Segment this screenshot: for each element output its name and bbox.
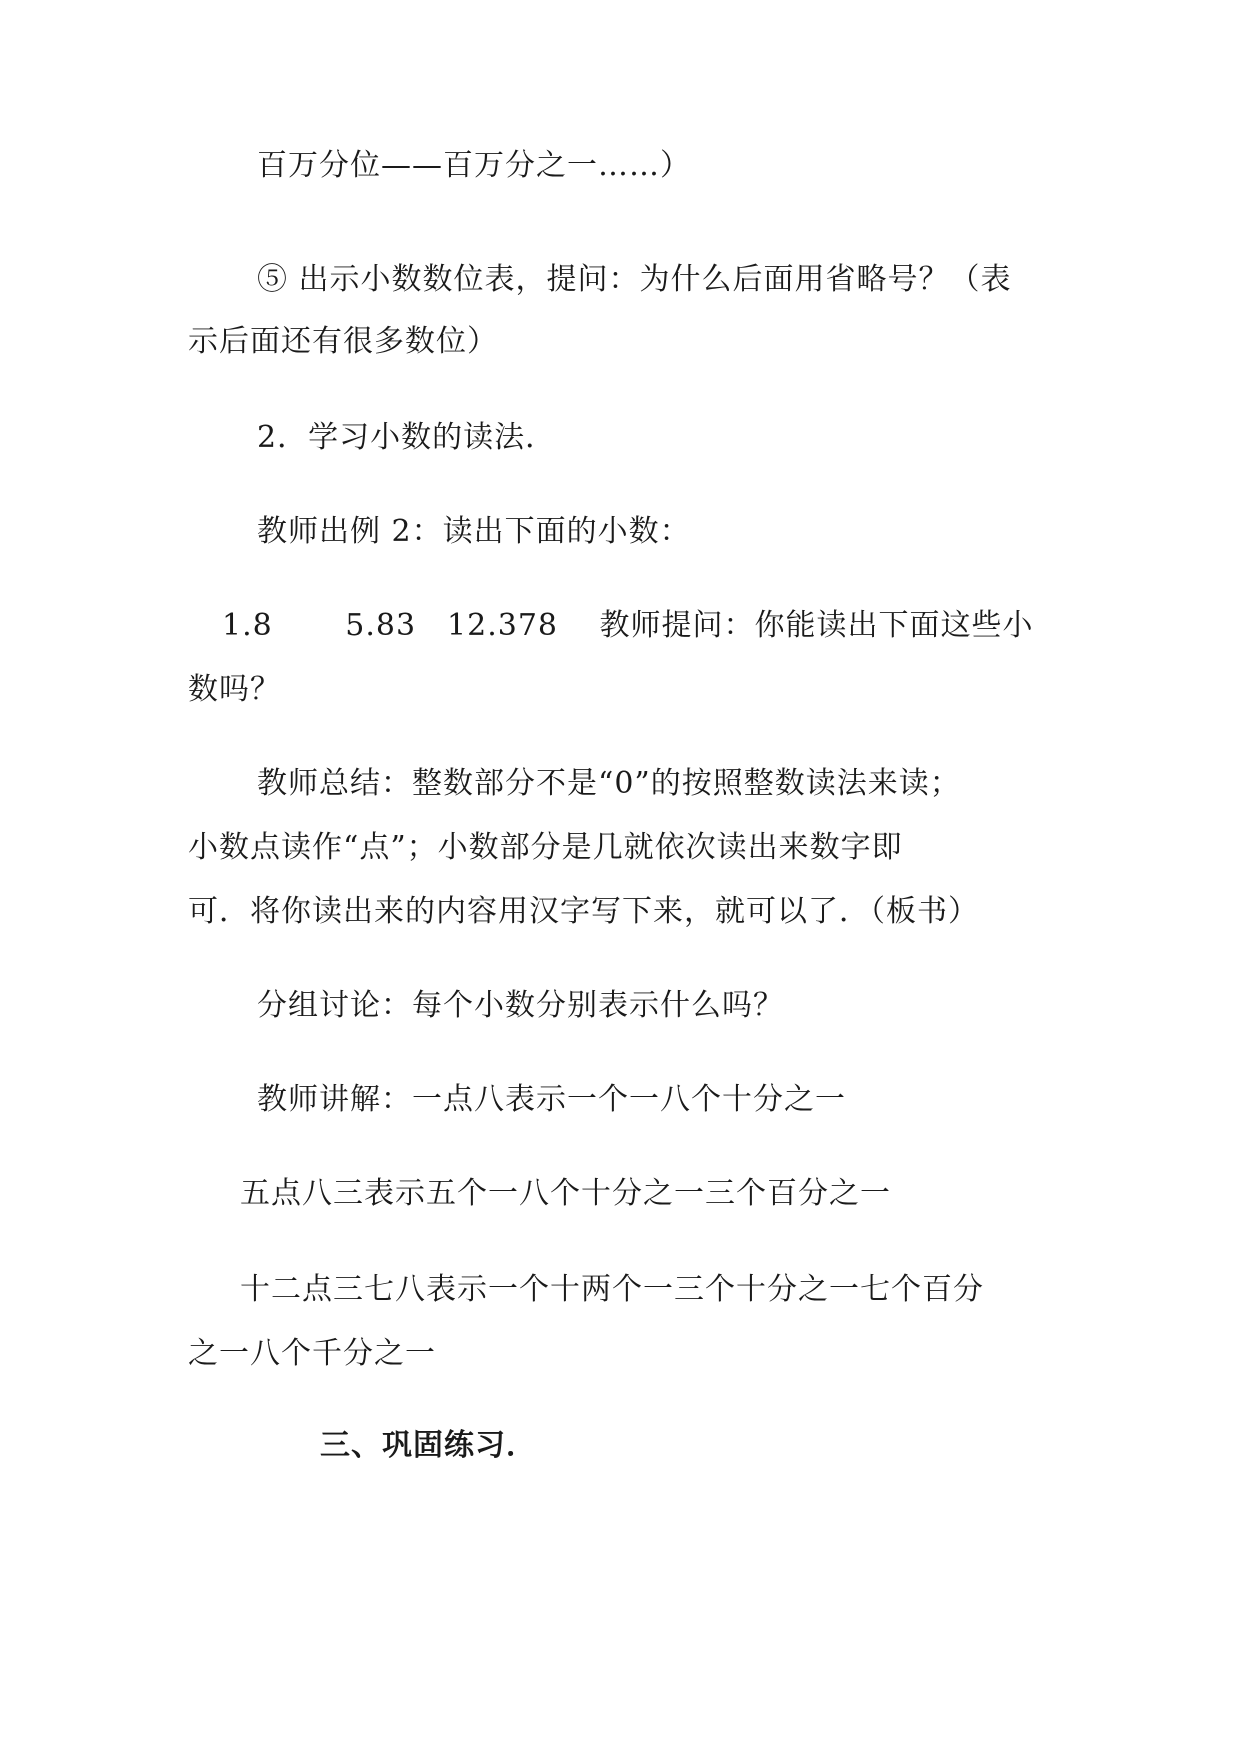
text-line-6: 1.8 5.83 12.378 教师提问：你能读出下面这些小: [222, 608, 1034, 643]
text-line-5: 教师出例 2：读出下面的小数：: [257, 514, 691, 549]
text-line-4: 2．学习小数的读法．: [257, 420, 557, 455]
text-line-15: 之一八个千分之一: [188, 1336, 436, 1371]
text-line-9: 小数点读作“点”；小数部分是几就依次读出来数字即: [188, 830, 903, 865]
text-line-3: 示后面还有很多数位）: [188, 324, 498, 359]
section-heading: 三、巩固练习．: [320, 1428, 537, 1463]
text-line-1: 百万分位——百万分之一……）: [257, 148, 691, 183]
text-line-8: 教师总结：整数部分不是“0”的按照整数读法来读；: [257, 766, 961, 801]
text-line-13: 五点八三表示五个一八个十分之一三个百分之一: [240, 1176, 891, 1211]
text-line-12: 教师讲解：一点八表示一个一八个十分之一: [257, 1082, 846, 1117]
text-line-14: 十二点三七八表示一个十两个一三个十分之一七个百分: [240, 1272, 984, 1307]
text-line-2: ⑤ 出示小数数位表，提问：为什么后面用省略号？（表: [257, 262, 1012, 297]
text-line-11: 分组讨论：每个小数分别表示什么吗？: [257, 988, 784, 1023]
text-line-10: 可．将你读出来的内容用汉字写下来，就可以了．（板书）: [188, 894, 979, 929]
text-line-7: 数吗？: [188, 672, 281, 707]
